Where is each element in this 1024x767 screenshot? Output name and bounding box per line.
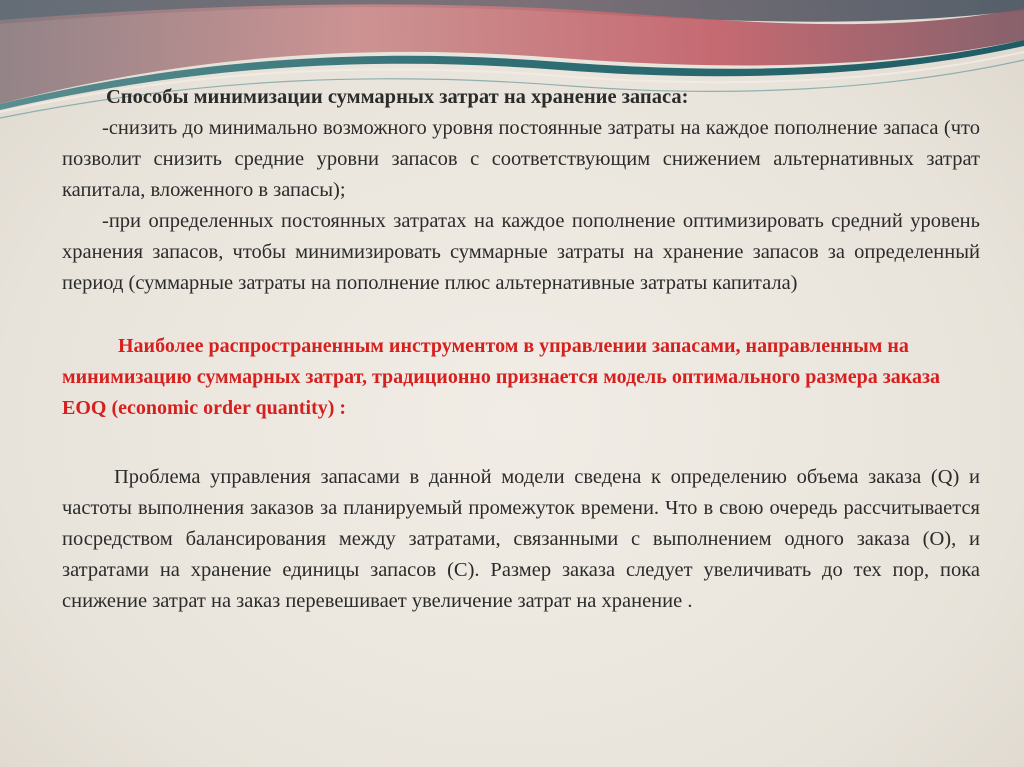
slide-content: [62, 82, 980, 617]
model-description-section: [62, 462, 980, 617]
methods-section: [62, 82, 980, 299]
highlight-section: [62, 331, 980, 424]
bullet-item-2: -при определенных постоянных затратах на каждое пополнение оптимизировать средний уровень хранения запасов, чтобы минимизировать суммарные затраты на хранение запасов за определенный период (суммарные затраты на пополнение плюс альтернативные затраты капитала): [62, 210, 980, 294]
section-heading: Способы минимизации суммарных затрат на хранение запаса:: [106, 86, 689, 108]
bullet-item-1: -снизить до минимально возможного уровня постоянные затраты на каждое пополнение запаса (что позволит снизить средние уровни запасов с соответствующим снижением альтернативных затрат капитала, вложенного в запасы);: [62, 117, 980, 201]
highlight-text: Наиболее распространенным инструментом в управлении запасами, направленным на минимизацию суммарных затрат, традиционно признается модель оптимального размера заказа EOQ (economic order quantity) :: [62, 335, 941, 419]
model-description-text: Проблема управления запасами в данной модели сведена к определению объема заказа (Q) и частоты выполнения заказов за планируемый промежуток времени. Что в свою очередь рассчитывается посредством балансирования между затратами, связанными с выполнением одного заказа (О), и затратами на хранение единицы запасов (С). Размер заказа следует увеличивать до тех пор, пока снижение затрат на заказ перевешивает увеличение затрат на хранение .: [62, 466, 980, 612]
